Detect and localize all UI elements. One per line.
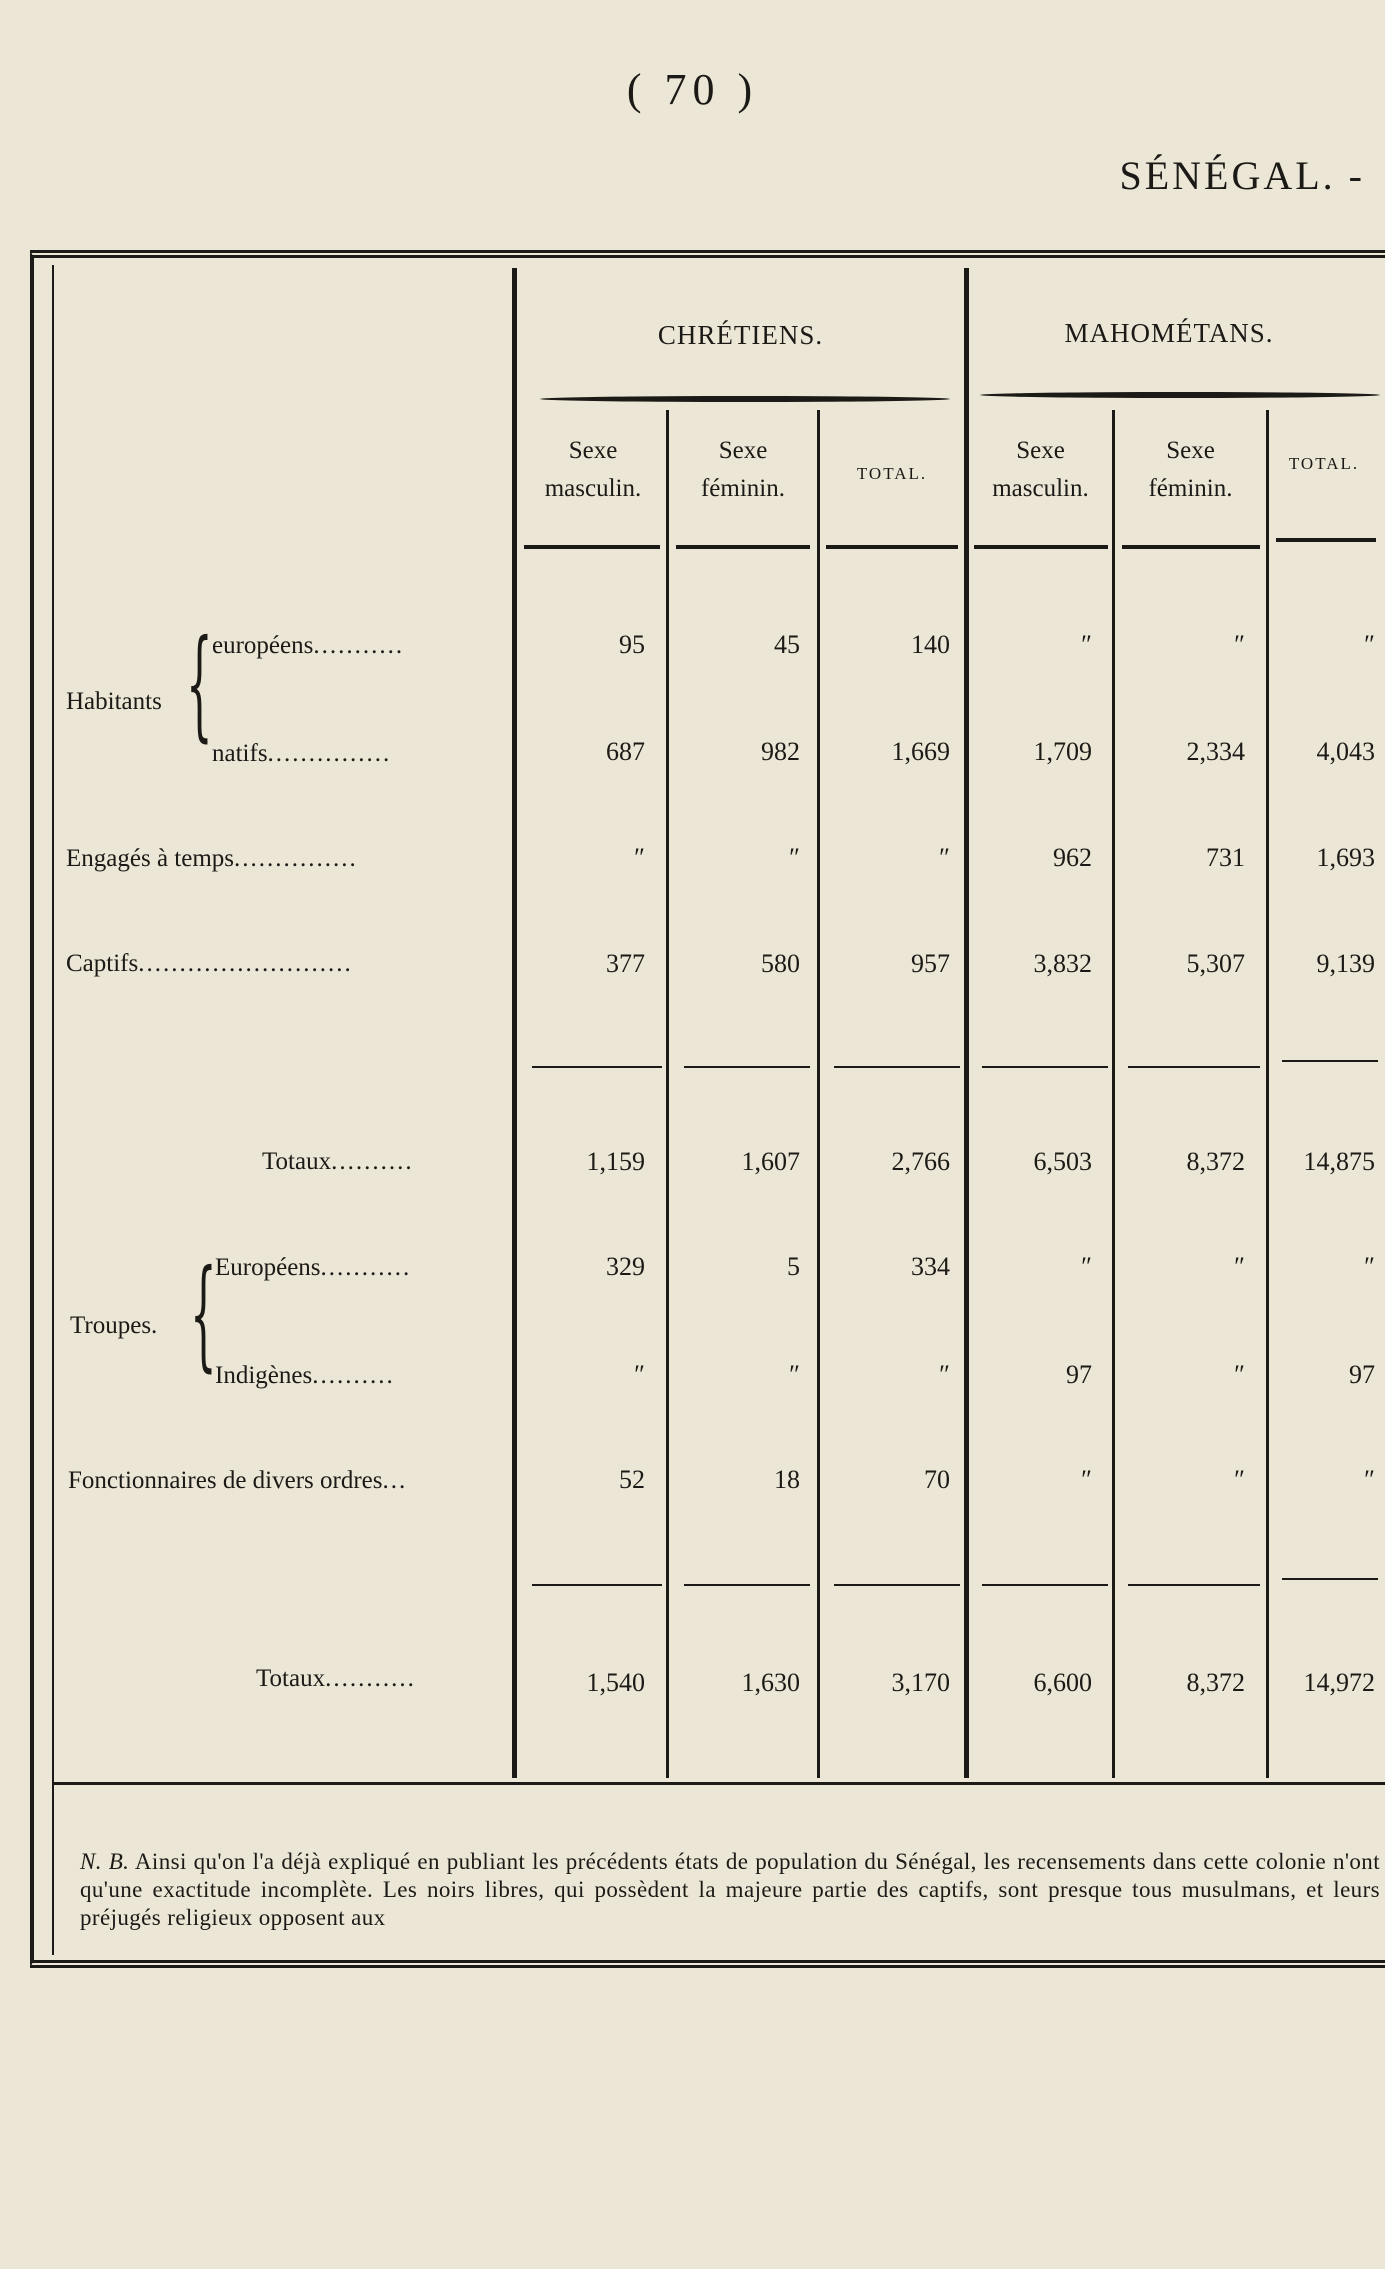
table-cell-natifs-3: 1,709 <box>1033 737 1092 766</box>
table-cell-indigenes-1: ″ <box>789 1360 800 1389</box>
table-cell-europeens_troupes-0: 329 <box>606 1252 645 1281</box>
leader-dots: ........... <box>325 1665 416 1692</box>
table-cell-totaux1-1: 1,607 <box>741 1147 800 1176</box>
table-cell-europeens_troupes-3: ″ <box>1081 1252 1092 1281</box>
row-label-captifs <box>66 950 353 978</box>
rule-col-2 <box>817 410 820 1778</box>
table-cell-engages-1: ″ <box>789 843 800 872</box>
leader-dots: ........... <box>320 1254 412 1281</box>
table-cell-engages-4: 731 <box>1206 843 1245 872</box>
header-rule-3 <box>826 545 958 549</box>
row-label-habitants: Habitants <box>66 688 162 715</box>
table-cell-europeens-3: ″ <box>1081 630 1092 659</box>
footnote <box>80 1848 1380 1932</box>
table-cell-fonctionnaires-3: ″ <box>1081 1465 1092 1494</box>
table-cell-totaux2-5: 14,972 <box>1303 1668 1375 1697</box>
row-label-fonctionnaires <box>68 1467 407 1495</box>
table-cell-captifs-1: 580 <box>761 949 800 978</box>
table-cell-europeens_troupes-4: ″ <box>1234 1252 1245 1281</box>
subtotal-rule-5 <box>1128 1066 1260 1068</box>
row-label-indigenes-text: Indigènes <box>215 1362 313 1389</box>
col-head-line1: Sexe <box>1016 437 1065 464</box>
leader-dots: ............... <box>234 845 358 872</box>
table-cell-totaux2-3: 6,600 <box>1033 1668 1092 1697</box>
row-label-totaux-1 <box>262 1148 414 1176</box>
header-rule-1 <box>524 545 660 549</box>
total-rule-5 <box>1128 1584 1260 1586</box>
table-inner-left-rule <box>52 265 54 1955</box>
table-cell-totaux2-2: 3,170 <box>891 1668 950 1697</box>
table-cell-natifs-4: 2,334 <box>1186 737 1245 766</box>
table-cell-natifs-2: 1,669 <box>891 737 950 766</box>
table-cell-engages-2: ″ <box>939 843 950 872</box>
table-cell-engages-3: 962 <box>1053 843 1092 872</box>
header-rule-5 <box>1122 545 1260 549</box>
total-rule-2 <box>684 1584 810 1586</box>
leader-dots: .......................... <box>138 950 353 977</box>
table-cell-captifs-5: 9,139 <box>1316 949 1375 978</box>
table-cell-engages-0: ″ <box>634 843 645 872</box>
table-cell-captifs-3: 3,832 <box>1033 949 1092 978</box>
row-label-totaux-2 <box>256 1665 416 1693</box>
col-head-mah-masc <box>969 432 1112 508</box>
table-cell-natifs-1: 982 <box>761 737 800 766</box>
row-label-europeens-troupes-text: Européens <box>215 1254 321 1281</box>
table-cell-captifs-4: 5,307 <box>1186 949 1245 978</box>
row-label-europeens <box>212 632 404 660</box>
col-head-line1: TOTAL. <box>1288 454 1360 473</box>
table-cell-indigenes-3: 97 <box>1066 1360 1092 1389</box>
table-cell-indigenes-2: ″ <box>939 1360 950 1389</box>
row-label-totaux-1-text: Totaux <box>262 1148 332 1175</box>
row-label-engages-text: Engagés à temps <box>66 845 235 872</box>
brace-troupes: { <box>190 1245 217 1384</box>
row-label-europeens-text: européens <box>212 632 314 659</box>
col-head-line1: TOTAL. <box>856 464 928 483</box>
col-head-chr-masc <box>520 432 666 508</box>
leader-dots: ........... <box>313 632 405 659</box>
table-cell-indigenes-4: ″ <box>1234 1360 1245 1389</box>
table-bottom-rule <box>54 1782 1385 1785</box>
table-cell-totaux1-0: 1,159 <box>586 1147 645 1176</box>
rule-col-5 <box>1266 410 1269 1778</box>
col-head-line2: masculin. <box>992 475 1089 502</box>
subtotal-rule-2 <box>684 1066 810 1068</box>
table-cell-fonctionnaires-2: 70 <box>924 1465 950 1494</box>
col-head-mah-fem <box>1115 432 1266 508</box>
rule-col-1 <box>666 410 669 1778</box>
subtotal-rule-1 <box>532 1066 662 1068</box>
leader-dots: .......... <box>331 1148 414 1175</box>
table-cell-fonctionnaires-0: 52 <box>619 1465 645 1494</box>
rule-label-divider <box>512 268 517 1778</box>
page-number: ( 70 ) <box>626 65 759 114</box>
table-cell-europeens_troupes-1: 5 <box>787 1252 800 1281</box>
table-cell-europeens-1: 45 <box>774 630 800 659</box>
row-label-natifs <box>212 740 391 768</box>
group-swash-chretiens <box>540 396 950 402</box>
col-head-mah-total <box>1269 455 1379 472</box>
table-cell-totaux1-5: 14,875 <box>1303 1147 1375 1176</box>
col-head-line1: Sexe <box>1166 437 1215 464</box>
table-cell-totaux1-2: 2,766 <box>891 1147 950 1176</box>
col-head-chr-fem <box>669 432 817 508</box>
header-rule-6 <box>1276 538 1376 542</box>
brace-habitants: { <box>186 615 213 754</box>
row-label-captifs-text: Captifs <box>66 950 139 977</box>
table-cell-indigenes-5: 97 <box>1349 1360 1375 1389</box>
total-rule-1 <box>532 1584 662 1586</box>
rule-col-4 <box>1112 410 1115 1778</box>
col-head-chr-total <box>820 465 964 482</box>
row-label-totaux-2-text: Totaux <box>256 1665 326 1692</box>
table-cell-indigenes-0: ″ <box>634 1360 645 1389</box>
subtotal-rule-4 <box>982 1066 1108 1068</box>
table-cell-captifs-2: 957 <box>911 949 950 978</box>
header-rule-2 <box>676 545 810 549</box>
table-cell-europeens-0: 95 <box>619 630 645 659</box>
table-cell-europeens-2: 140 <box>911 630 950 659</box>
col-head-line2: masculin. <box>544 475 642 502</box>
table-cell-totaux2-0: 1,540 <box>586 1668 645 1697</box>
group-heading-chretiens: CHRÉTIENS. <box>657 320 824 350</box>
leader-dots: .......... <box>312 1362 395 1389</box>
header-rule-4 <box>974 545 1108 549</box>
table-cell-europeens_troupes-2: 334 <box>911 1252 950 1281</box>
table-cell-natifs-5: 4,043 <box>1316 737 1375 766</box>
leader-dots: ............... <box>267 740 392 767</box>
subtotal-rule-3 <box>834 1066 960 1068</box>
table-cell-fonctionnaires-4: ″ <box>1234 1465 1245 1494</box>
table-cell-totaux2-1: 1,630 <box>741 1668 800 1697</box>
row-label-fonctionnaires-text: Fonctionnaires de divers ordres <box>68 1467 383 1494</box>
table-cell-totaux1-4: 8,372 <box>1186 1147 1245 1176</box>
table-cell-natifs-0: 687 <box>606 737 645 766</box>
col-head-line2: féminin. <box>1148 475 1233 502</box>
footnote-lead: N. B. <box>80 1849 130 1874</box>
row-label-troupes: Troupes. <box>70 1312 158 1339</box>
table-cell-totaux1-3: 6,503 <box>1033 1147 1092 1176</box>
table-cell-fonctionnaires-1: 18 <box>774 1465 800 1494</box>
col-head-line2: féminin. <box>700 475 785 502</box>
table-cell-totaux2-4: 8,372 <box>1186 1668 1245 1697</box>
col-head-line1: Sexe <box>718 437 768 464</box>
row-label-natifs-text: natifs <box>212 740 268 767</box>
table-cell-engages-5: 1,693 <box>1316 843 1375 872</box>
col-head-line1: Sexe <box>568 437 618 464</box>
table-cell-captifs-0: 377 <box>606 949 645 978</box>
row-label-indigenes <box>215 1362 395 1390</box>
table-cell-europeens_troupes-5: ″ <box>1364 1252 1375 1281</box>
footnote-text: Ainsi qu'on l'a déjà expliqué en publiant les précédents états de population du Sénégal, les recensements dans cette colonie n'ont qu'une exactitude incomplète. Les noirs libres, qui possèdent la majeure partie des captifs, sont presque tous musulmans, et leurs préjugés religieux opposent aux <box>80 1849 1381 1930</box>
leader-dots: ... <box>382 1467 408 1494</box>
group-heading-mahometans: MAHOMÉTANS. <box>1064 318 1274 348</box>
group-swash-mahometans <box>980 392 1380 398</box>
table-cell-europeens-5: ″ <box>1364 630 1375 659</box>
table-cell-fonctionnaires-5: ″ <box>1364 1465 1375 1494</box>
total-rule-4 <box>982 1584 1108 1586</box>
total-rule-6 <box>1282 1578 1378 1580</box>
total-rule-3 <box>834 1584 960 1586</box>
row-label-engages <box>66 845 358 873</box>
table-cell-europeens-4: ″ <box>1234 630 1245 659</box>
row-label-europeens-troupes <box>215 1254 411 1282</box>
running-head: SÉNÉGAL. - <box>1119 153 1365 198</box>
subtotal-rule-6 <box>1282 1060 1378 1062</box>
